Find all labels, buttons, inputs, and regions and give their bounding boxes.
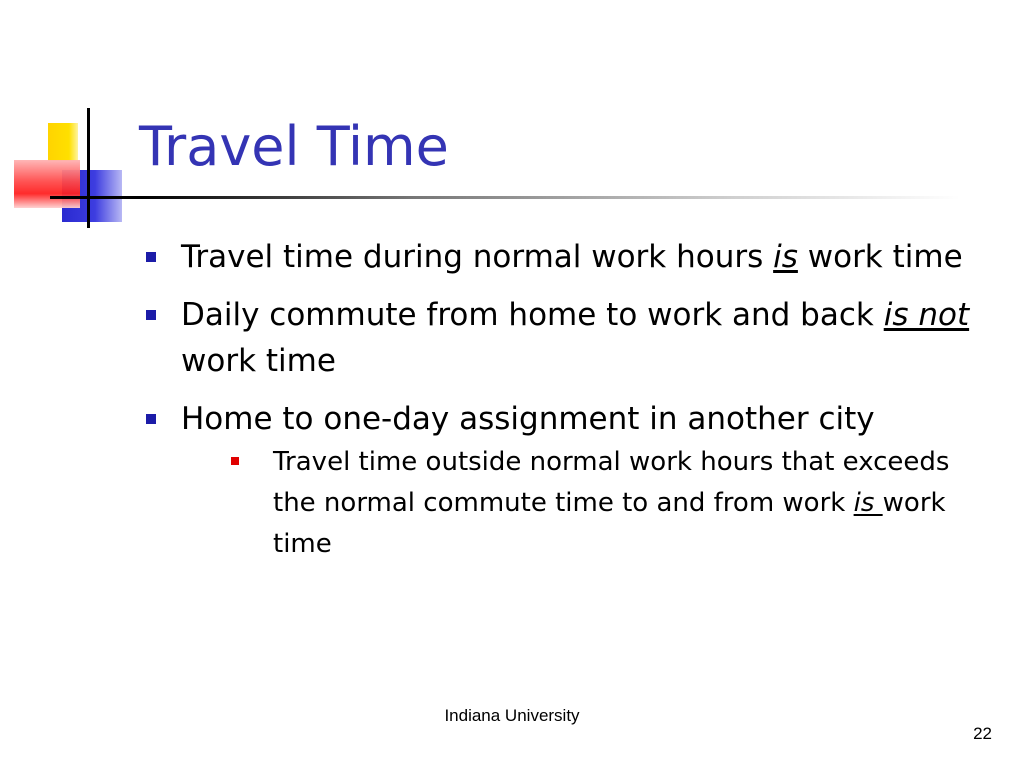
sub-bullet-list	[181, 442, 1005, 565]
footer-organization: Indiana University	[444, 706, 580, 725]
text-segment: Travel time outside normal work hours that exceeds the normal commute time to and from work	[273, 447, 950, 518]
bullet-text	[181, 239, 963, 275]
text-segment: work time	[273, 488, 946, 559]
emphasized-text: is	[773, 239, 798, 275]
sub-bullet-item	[195, 442, 967, 565]
text-segment: Travel time during normal work hours	[181, 239, 774, 275]
sub-bullet-text	[227, 442, 967, 565]
logo-yellow-square	[48, 123, 78, 161]
bullet-text	[181, 297, 969, 379]
text-segment: work time	[797, 239, 963, 275]
logo-vertical-line	[87, 108, 90, 228]
bullet-square-icon	[146, 310, 156, 320]
emphasized-text: is	[853, 488, 883, 518]
sub-bullet-square-icon	[231, 457, 239, 465]
bullet-text: Home to one-day assignment in another city	[181, 401, 875, 437]
bullet-square-icon	[146, 252, 156, 262]
logo-red-square	[14, 160, 80, 208]
bullet-item	[145, 234, 1005, 280]
text-segment: work time	[181, 343, 336, 379]
bullet-list	[145, 234, 1005, 577]
emphasized-text: is not	[883, 297, 970, 333]
bullet-item	[145, 292, 1005, 384]
page-number: 22	[973, 724, 992, 743]
text-segment: Daily commute from home to work and back	[181, 297, 884, 333]
slide-title: Travel Time	[139, 115, 449, 178]
bullet-item	[145, 396, 1005, 565]
bullet-square-icon	[146, 414, 156, 424]
title-underline-rule	[50, 196, 960, 199]
